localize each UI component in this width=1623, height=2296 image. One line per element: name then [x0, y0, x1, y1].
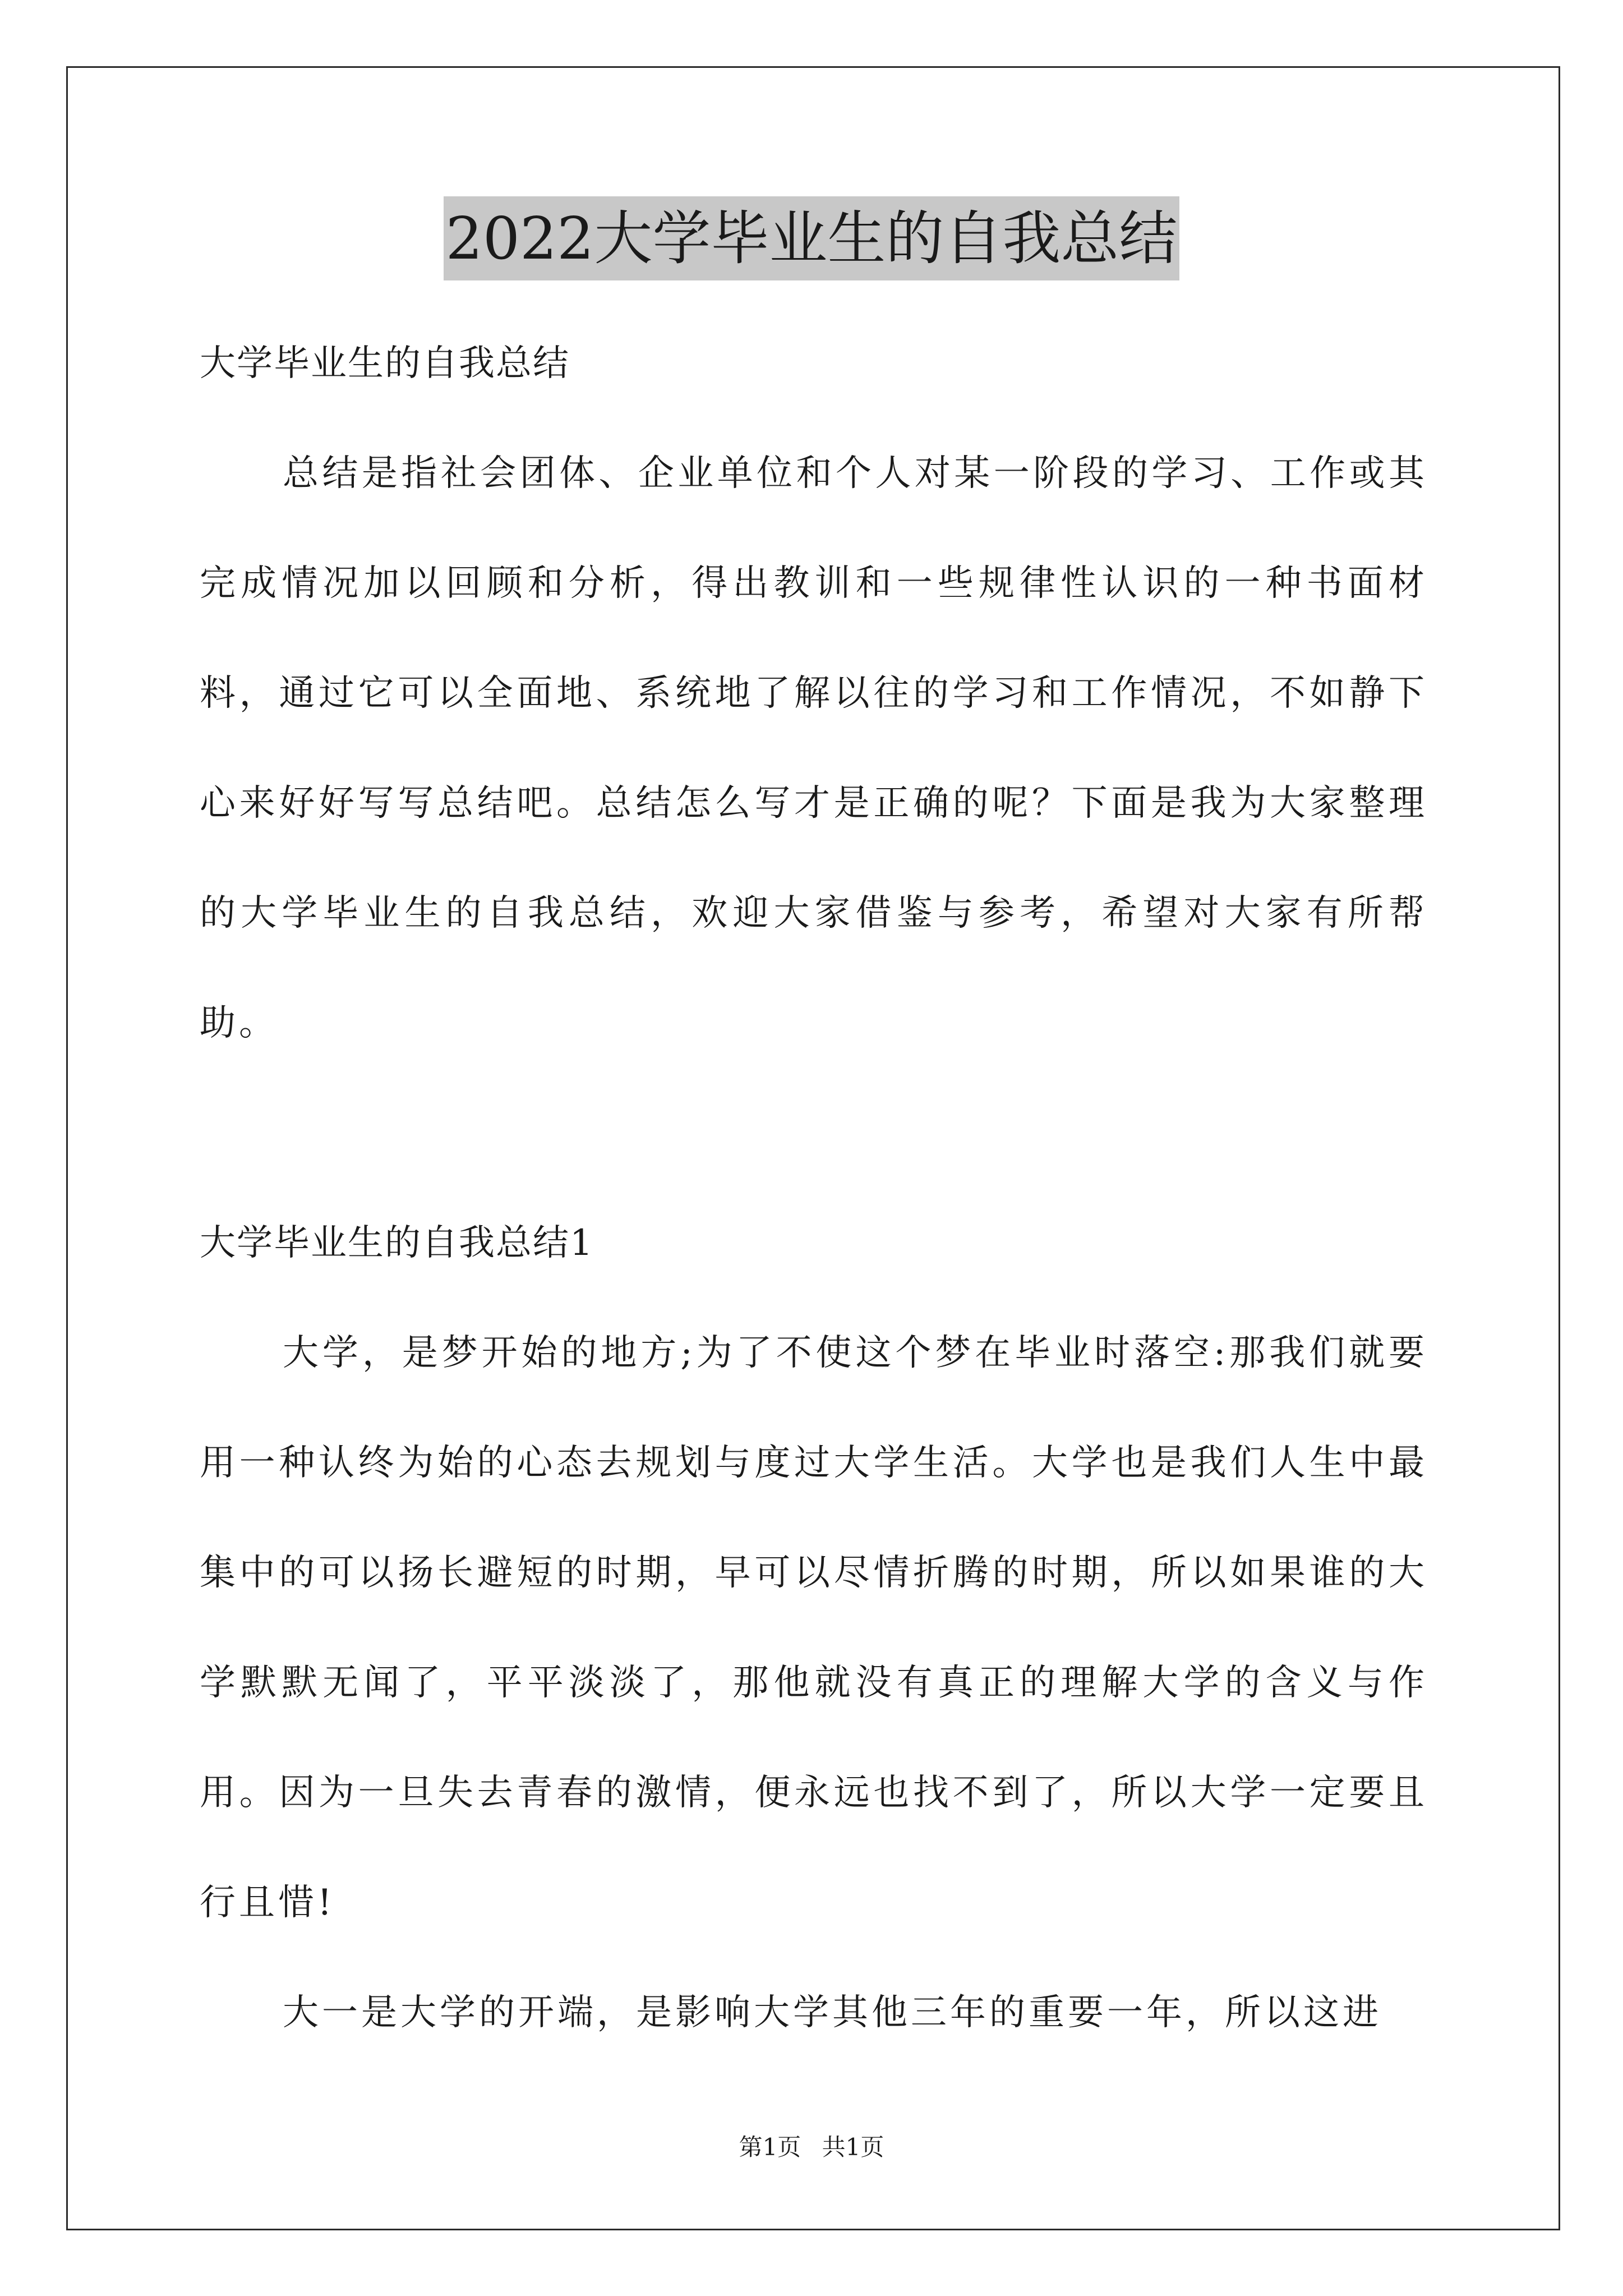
page-number-current: 第1页	[739, 2133, 801, 2161]
document-body	[200, 309, 1428, 2068]
section-1-paragraph-2: 大一是大学的开端，是影响大学其他三年的重要一年，所以这进	[283, 1992, 1382, 2033]
section-1-heading: 大学毕业生的自我总结1	[200, 1222, 594, 1264]
document-title: 2022大学毕业生的自我总结	[444, 196, 1180, 280]
page-footer	[0, 2131, 1623, 2164]
page-number-total: 共1页	[822, 2133, 884, 2161]
section-gap	[200, 1078, 1428, 1188]
intro-paragraph: 总结是指社会团体、企业单位和个人对某一阶段的学习、工作或其完成情况加以回顾和分析，得出教训和一些规律性认识的一种书面材料，通过它可以全面地、系统地了解以往的学习和工作情况，不如静下心来好好写写总结吧。总结怎么写才是正确的呢？下面是我为大家整理的大学毕业生的自我总结，欢迎大家借鉴与参考，希望对大家有所帮助。	[200, 453, 1428, 1044]
title-container	[0, 196, 1623, 280]
section-1-paragraph-1: 大学，是梦开始的地方;为了不使这个梦在毕业时落空:那我们就要用一种认终为始的心态去规划与度过大学生活。大学也是我们人生中最集中的可以扬长避短的时期，早可以尽情折腾的时期，所以如果谁的大学默默无闻了，平平淡淡了，那他就没有真正的理解大学的含义与作用。因为一旦失去青春的激情，便永远也找不到了，所以大学一定要且行且惜!	[200, 1332, 1428, 1924]
intro-heading: 大学毕业生的自我总结	[200, 343, 570, 384]
